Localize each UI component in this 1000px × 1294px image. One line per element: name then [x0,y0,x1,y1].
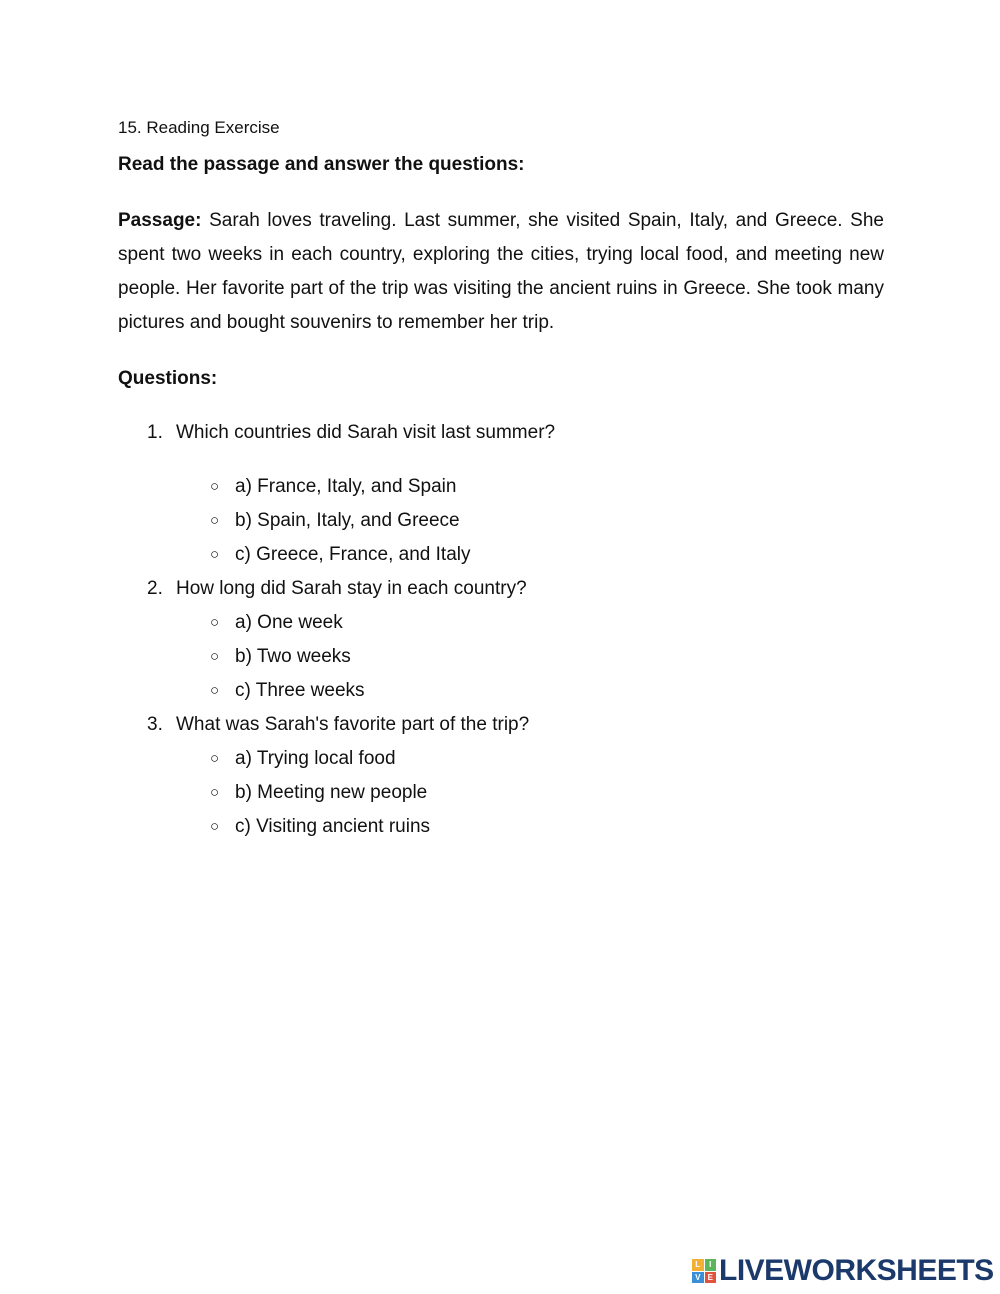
question-number: 1. [147,422,163,443]
radio-circle-icon[interactable]: ○ [209,648,219,665]
logo-text: LIVEWORKSHEETS [719,1254,994,1287]
answer-option[interactable] [118,640,884,674]
logo-mark-tile: E [705,1272,717,1284]
option-label: b) Two weeks [235,646,351,667]
logo-mark-tile: L [692,1259,704,1271]
answer-option[interactable] [118,470,884,504]
logo-mark-tile: V [692,1272,704,1284]
option-label: b) Spain, Italy, and Greece [235,510,460,531]
liveworksheets-logo-icon [692,1259,716,1283]
answer-option[interactable] [118,776,884,810]
answer-option[interactable] [118,504,884,538]
answer-option[interactable] [118,538,884,572]
radio-circle-icon[interactable]: ○ [209,614,219,631]
radio-circle-icon[interactable]: ○ [209,750,219,767]
question-1 [118,416,884,572]
radio-circle-icon[interactable]: ○ [209,682,219,699]
passage-label: Passage: [118,210,202,231]
answer-option[interactable] [118,606,884,640]
logo-mark-tile: I [705,1259,717,1271]
option-label: a) Trying local food [235,748,396,769]
option-label: a) France, Italy, and Spain [235,476,457,497]
question-text: How long did Sarah stay in each country? [176,578,527,599]
answer-option[interactable] [118,674,884,708]
question-text: Which countries did Sarah visit last summer? [176,422,556,443]
option-label: a) One week [235,612,343,633]
option-list [118,606,884,708]
radio-circle-icon[interactable]: ○ [209,478,219,495]
answer-option[interactable] [118,810,884,844]
radio-circle-icon[interactable]: ○ [209,818,219,835]
option-label: c) Greece, France, and Italy [235,544,471,565]
question-number: 2. [147,578,163,599]
passage-text: Sarah loves traveling. Last summer, she visited Spain, Italy, and Greece. She spent two weeks in each country, exploring the cities, trying local food, and meeting new people. Her favorite part of the trip was visiting the ancient ruins in Greece. She took many pictures and bought souvenirs to remember her trip. [118,210,884,333]
radio-circle-icon[interactable]: ○ [209,784,219,801]
passage [118,204,884,340]
option-label: c) Three weeks [235,680,365,701]
option-label: c) Visiting ancient ruins [235,816,431,837]
question-2 [118,572,884,708]
question-number: 3. [147,714,163,735]
radio-circle-icon[interactable]: ○ [209,512,219,529]
option-label: b) Meeting new people [235,782,428,803]
liveworksheets-logo [692,1255,994,1287]
question-list [118,416,884,844]
radio-circle-icon[interactable]: ○ [209,546,219,563]
option-list [118,470,884,572]
questions-heading: Questions: [118,368,218,389]
exercise-number: 15. Reading Exercise [118,118,280,137]
option-list [118,742,884,844]
question-3 [118,708,884,844]
instruction-heading: Read the passage and answer the questions: [118,154,525,175]
worksheet-page [118,116,884,844]
question-text: What was Sarah's favorite part of the trip? [176,714,530,735]
answer-option[interactable] [118,742,884,776]
